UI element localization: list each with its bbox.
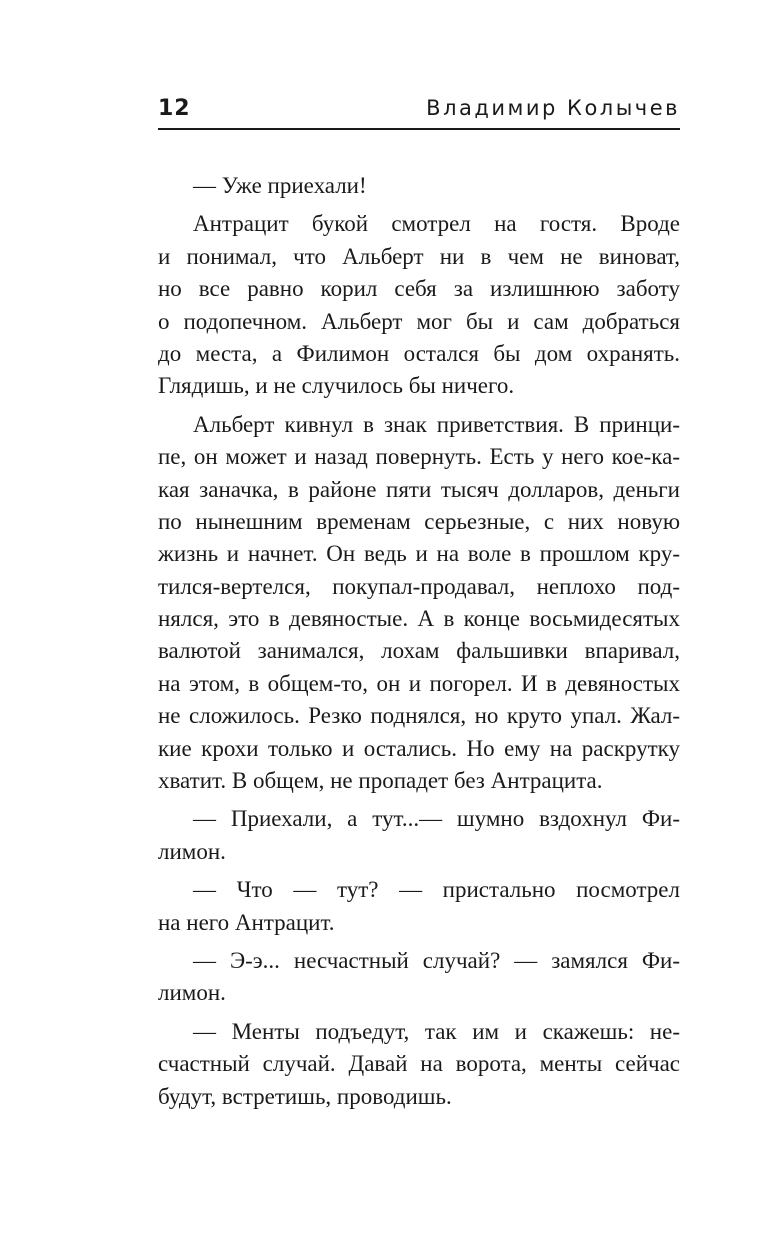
text-line: и понимал, что Альберт ни в чем не виноват, <box>158 243 680 269</box>
text-line: жизнь и начнет. Он ведь и на воле в прошлом кру- <box>158 541 680 567</box>
paragraph <box>158 409 680 798</box>
text-line: хватит. В общем, не пропадет без Антрацита. <box>158 768 603 794</box>
paragraph <box>158 874 680 939</box>
text-line: тился-вертелся, покупал-продавал, неплохо под- <box>158 573 680 599</box>
text-line: на этом, в общем-то, он и погорел. И в девяностых <box>158 670 680 696</box>
text-line: лимон. <box>158 980 226 1006</box>
paragraph <box>158 803 680 868</box>
header-rule <box>158 128 680 130</box>
text-line: — Уже приехали! <box>193 173 367 198</box>
paragraph <box>158 170 680 202</box>
body-text <box>158 170 680 1119</box>
text-line: нялся, это в девяностые. А в конце восьмидесятых <box>158 606 680 632</box>
running-head <box>158 96 680 132</box>
text-line: пе, он может и назад повернуть. Есть у него кое-ка- <box>158 444 680 470</box>
text-line: Альберт кивнул в знак приветствия. В принци- <box>193 411 680 437</box>
text-line: до места, а Филимон остался бы дом охранять. <box>158 340 680 366</box>
text-line: не сложилось. Резко поднялся, но круто упал. Жал- <box>158 703 680 729</box>
text-line: Антрацит букой смотрел на гостя. Вроде <box>193 211 680 237</box>
paragraph <box>158 1016 680 1113</box>
text-line: кая заначка, в районе пяти тысяч долларов, деньги <box>158 476 680 502</box>
text-line: по нынешним временам серьезные, с них новую <box>158 508 680 534</box>
text-line: но все равно корил себя за излишнюю заботу <box>158 276 680 302</box>
text-line: — Приехали, а тут...— шумно вздохнул Фи- <box>193 806 680 832</box>
text-line: валютой занимался, лохам фальшивки впаривал, <box>158 638 680 664</box>
text-line: Глядишь, и не случилось бы ничего. <box>158 373 515 399</box>
text-line: — Менты подъедут, так им и скажешь: не- <box>193 1018 680 1044</box>
text-line: о подопечном. Альберт мог бы и сам добраться <box>158 308 680 334</box>
running-head-author: Владимир Колычев <box>426 96 680 120</box>
text-line: лимон. <box>158 838 226 864</box>
paragraph <box>158 208 680 402</box>
text-line: счастный случай. Давай на ворота, менты сейчас <box>158 1051 680 1077</box>
text-line: будут, встретишь, проводишь. <box>158 1083 452 1109</box>
paragraph <box>158 945 680 1010</box>
text-line: кие крохи только и остались. Но ему на раскрутку <box>158 735 680 761</box>
text-line: — Э-э... несчастный случай? — замялся Фи- <box>193 947 680 973</box>
text-line: на него Антрацит. <box>158 909 335 935</box>
text-line: — Что — тут? — пристально посмотрел <box>193 877 680 903</box>
page-number: 12 <box>158 96 191 121</box>
